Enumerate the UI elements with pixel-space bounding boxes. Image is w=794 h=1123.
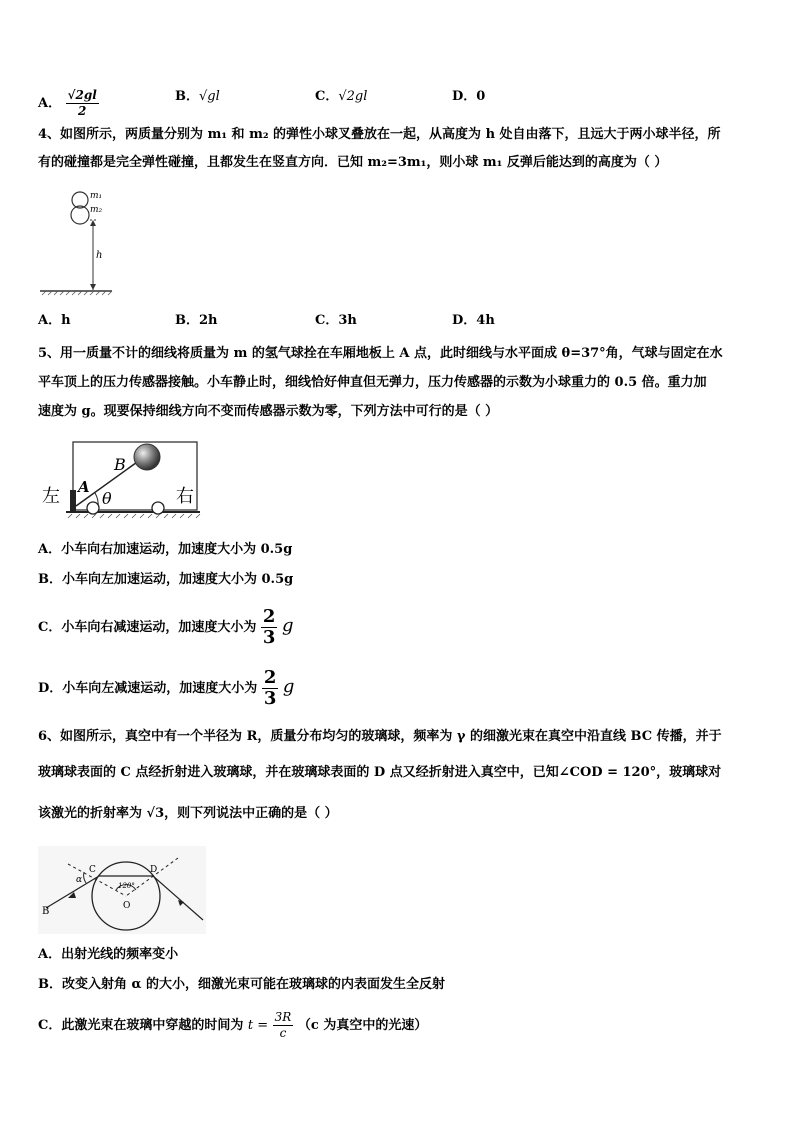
q6-option-c-text: C．此激光束在玻璃中穿越的时间为	[38, 1018, 244, 1033]
arrow-head-bottom	[90, 284, 96, 290]
q4-option-b: B．2h	[175, 313, 218, 328]
q4-stem-line2: 有的碰撞都是完全弹性碰撞，且都发生在竖直方向．已知 m₂=3m₁，则小球 m₁ 反弹后能达到的高度为（ ）	[38, 155, 668, 170]
label-d: D	[150, 865, 158, 875]
q5-option-c-denominator: 3	[262, 627, 276, 648]
q3-option-d-label: D．	[452, 89, 477, 104]
q6-option-c-tail: （c 为真空中的光速）	[297, 1018, 428, 1033]
q4-figure	[38, 186, 118, 298]
label-o: O	[123, 901, 131, 911]
balloon	[134, 444, 160, 470]
q5-option-c-fraction	[261, 607, 278, 648]
label-m2: m₂	[90, 205, 103, 215]
q6-stem-line2: 玻璃球表面的 C 点经折射进入玻璃球，并在玻璃球表面的 D 点又经折射进入真空中，已知∠COD = 120°，玻璃球对	[38, 765, 722, 780]
q3-option-d	[452, 88, 485, 106]
q3-option-c-label: C．	[315, 89, 339, 104]
q3-option-b-value: √gl	[199, 89, 220, 104]
q6-stem-line1: 6、如图所示，真空中有一个半径为 R，质量分布均匀的玻璃球，频率为 γ 的细激光束在真空中沿直线 BC 传播，并于	[38, 729, 722, 744]
q6-option-c-fraction	[273, 1010, 294, 1041]
label-right: 右	[176, 486, 194, 507]
q4-stem-line1: 4、如图所示，两质量分别为 m₁ 和 m₂ 的弹性小球叉叠放在一起，从高度为 h 处自由落下，且远大于两小球半径，所	[38, 127, 721, 142]
q3-option-a-numerator: √2gl	[67, 88, 97, 102]
q3-option-c	[315, 88, 367, 106]
q5-option-d-g: g	[282, 676, 295, 697]
q4-option-a: A．h	[38, 313, 71, 328]
q3-option-a-label: A．	[38, 96, 62, 111]
q6-option-c	[38, 1008, 427, 1044]
q5-option-d-text: D．小车向左减速运动，加速度大小为	[38, 681, 258, 696]
q4-option-d: D．4h	[452, 313, 495, 328]
q3-option-c-value: √2gl	[338, 89, 368, 104]
q6-option-c-t: t =	[247, 1018, 269, 1033]
anchor-block	[70, 490, 76, 512]
q6-option-a: A．出射光线的频率变小	[38, 947, 179, 962]
q6-option-c-denominator: c	[279, 1026, 287, 1040]
label-b: B	[42, 906, 50, 917]
ball-m2	[71, 206, 89, 224]
q6-option-b: B．改变入射角 α 的大小，细激光束可能在玻璃球的内表面发生全反射	[38, 977, 446, 992]
q5-option-c-numerator: 2	[262, 606, 276, 627]
q5-option-b: B．小车向左加速运动，加速度大小为 0.5g	[38, 572, 294, 587]
q5-option-c-text: C．小车向右减速运动，加速度大小为	[38, 620, 257, 635]
q6-option-c-numerator: 3R	[274, 1010, 292, 1024]
q3-option-b-label: B．	[175, 89, 199, 104]
label-b: B	[114, 455, 126, 474]
q3-option-a-denominator: 2	[78, 104, 87, 118]
arrow-head-top	[90, 220, 96, 226]
label-h: h	[96, 250, 103, 261]
q5-option-c-g: g	[281, 615, 294, 636]
q5-option-d-fraction	[262, 668, 279, 709]
floor-hatch	[68, 514, 200, 518]
q5-stem-line1: 5、用一质量不计的细线将质量为 m 的氢气球拴在车厢地板上 A 点，此时细线与水平面成 θ=37°角，气球与固定在水	[38, 346, 723, 361]
q3-option-a	[38, 88, 99, 119]
q5-option-c	[38, 606, 293, 648]
q3-option-a-fraction	[66, 88, 99, 119]
q6-figure	[38, 846, 206, 934]
q3-option-b	[175, 88, 220, 106]
q3-option-d-value: 0	[476, 89, 486, 104]
label-alpha: α	[76, 875, 83, 885]
q5-option-d-denominator: 3	[263, 688, 277, 709]
q5-stem-line2: 平车顶上的压力传感器接触。小车静止时，细线恰好伸直但无弹力，压力传感器的示数为小球重力的 0.5 倍。重力加	[38, 375, 707, 390]
q5-stem-line3: 速度为 g。现要保持细线方向不变而传感器示数为零，下列方法中可行的是（ ）	[38, 404, 499, 419]
figure-background	[38, 846, 206, 934]
q5-figure	[40, 436, 210, 524]
label-m1: m₁	[90, 191, 103, 201]
label-theta: θ	[102, 489, 112, 508]
q5-option-a: A．小车向右加速运动，加速度大小为 0.5g	[38, 542, 293, 557]
label-left: 左	[42, 486, 60, 507]
q6-stem-line3: 该激光的折射率为 √3，则下列说法中正确的是（ ）	[38, 806, 338, 821]
wheel-right	[152, 502, 164, 514]
label-120: 120°	[118, 882, 135, 890]
q5-option-d-numerator: 2	[263, 667, 277, 688]
q4-option-c: C．3h	[315, 313, 357, 328]
wheel-left	[87, 502, 99, 514]
label-c: C	[89, 865, 96, 875]
q5-option-d	[38, 667, 294, 709]
label-a: A	[78, 478, 90, 496]
